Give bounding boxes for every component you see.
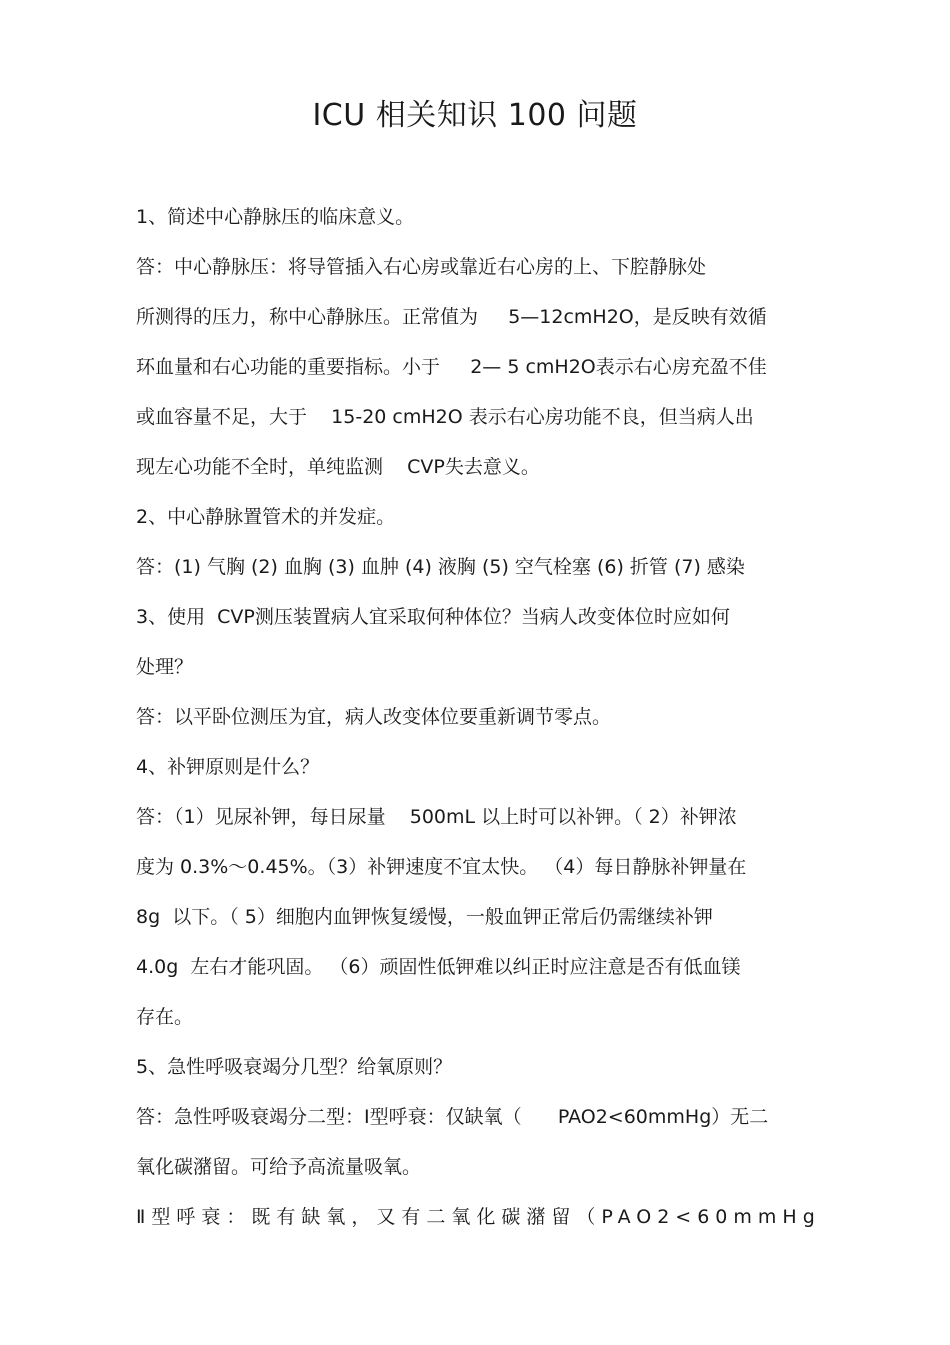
- answer-4-line-2: 度为 0.3%～0.45%。（3）补钾速度不宜太快。 （4）每日静脉补钾量在: [136, 856, 747, 878]
- answer-4-line-5: 存在。: [136, 1006, 194, 1028]
- answer-1-line-1: 答：中心静脉压：将导管插入右心房或靠近右心房的上、下腔静脉处: [136, 256, 707, 278]
- answer-1-line-4: 或血容量不足，大于 15-20 cmH2O 表示右心房功能不良，但当病人出: [136, 406, 754, 428]
- answer-3-line-1: 答：以平卧位测压为宜，病人改变体位要重新调节零点。: [136, 706, 612, 728]
- question-1-heading: 1、简述中心静脉压的临床意义。: [136, 206, 415, 228]
- question-3-heading-cont: 处理？: [136, 656, 194, 678]
- question-4-heading: 4、补钾原则是什么？: [136, 756, 320, 778]
- question-2-heading: 2、中心静脉置管术的并发症。: [136, 506, 396, 528]
- answer-5-line-2: 氧化碳潴留。可给予高流量吸氧。: [136, 1156, 422, 1178]
- question-3-heading: 3、使用 CVP测压装置病人宜采取何种体位？当病人改变体位时应如何: [136, 606, 730, 628]
- document-body: [136, 192, 856, 1242]
- answer-5-line-1: 答：急性呼吸衰竭分二型：Ⅰ型呼衰：仅缺氧（ PAO2<60mmHg）无二: [136, 1106, 769, 1128]
- answer-4-line-4: 4.0g 左右才能巩固。 （6）顽固性低钾难以纠正时应注意是否有低血镁: [136, 956, 741, 978]
- answer-4-line-3: 8g 以下。（ 5）细胞内血钾恢复缓慢，一般血钾正常后仍需继续补钾: [136, 906, 713, 928]
- answer-2-line-1: 答：(1) 气胸 (2) 血胸 (3) 血肿 (4) 液胸 (5) 空气栓塞 (6) 折管 (7) 感染: [136, 556, 745, 578]
- answer-5-line-3: Ⅱ型呼衰：既有缺氧，又有二氧化碳潴留（PAO2<60mmHg: [136, 1206, 821, 1228]
- answer-1-line-2: 所测得的压力，称中心静脉压。正常值为 5—12cmH2O，是反映有效循: [136, 306, 767, 328]
- question-5-heading: 5、急性呼吸衰竭分几型？给氧原则？: [136, 1056, 453, 1078]
- answer-4-line-1: 答：（1）见尿补钾，每日尿量 500mL 以上时可以补钾。（ 2）补钾浓: [136, 806, 737, 828]
- document-title: ICU 相关知识 100 问题: [312, 98, 638, 133]
- answer-1-line-3: 环血量和右心功能的重要指标。小于 2— 5 cmH2O表示右心房充盈不佳: [136, 356, 767, 378]
- answer-1-line-5: 现左心功能不全时，单纯监测 CVP失去意义。: [136, 456, 540, 478]
